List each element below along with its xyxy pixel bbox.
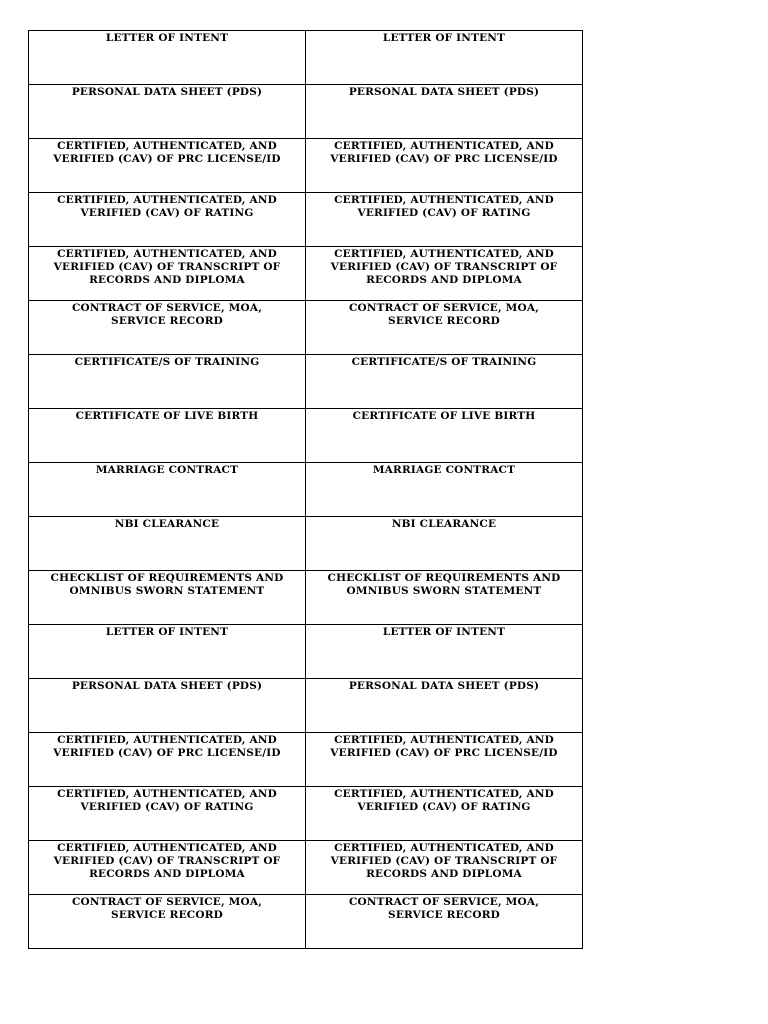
label-text: CONTRACT OF SERVICE, MOA, SERVICE RECORD: [71, 896, 263, 921]
label-text: PERSONAL DATA SHEET (PDS): [71, 680, 263, 692]
label-text: NBI CLEARANCE: [391, 518, 497, 530]
label-text: CERTIFIED, AUTHENTICATED, AND VERIFIED (CAV) OF RATING: [334, 194, 554, 219]
label-text: MARRIAGE CONTRACT: [95, 464, 239, 476]
label-cell-right: [306, 31, 583, 85]
label-text: LETTER OF INTENT: [382, 32, 506, 44]
label-row: [29, 733, 583, 787]
label-cell-left: [29, 139, 306, 193]
label-cell-right: [306, 787, 583, 841]
label-cell-left: [29, 625, 306, 679]
label-row: [29, 355, 583, 409]
label-row: [29, 85, 583, 139]
label-row: [29, 301, 583, 355]
label-cell-left: [29, 517, 306, 571]
label-text: CERTIFICATE/S OF TRAINING: [74, 356, 260, 368]
label-cell-left: [29, 193, 306, 247]
label-cell-right: [306, 571, 583, 625]
label-row: [29, 31, 583, 85]
label-cell-left: [29, 733, 306, 787]
label-text: MARRIAGE CONTRACT: [372, 464, 516, 476]
label-row: [29, 895, 583, 949]
label-text: CERTIFIED, AUTHENTICATED, AND VERIFIED (CAV) OF RATING: [57, 194, 277, 219]
label-text: CERTIFIED, AUTHENTICATED, AND VERIFIED (CAV) OF PRC LICENSE/ID: [330, 140, 558, 165]
label-cell-right: [306, 193, 583, 247]
label-text: CHECKLIST OF REQUIREMENTS AND OMNIBUS SWORN STATEMENT: [50, 572, 284, 597]
label-row: [29, 463, 583, 517]
label-text: CONTRACT OF SERVICE, MOA, SERVICE RECORD: [348, 896, 540, 921]
requirements-label-table: [28, 30, 583, 949]
label-cell-right: [306, 409, 583, 463]
label-row: [29, 193, 583, 247]
label-cell-right: [306, 301, 583, 355]
label-cell-right: [306, 139, 583, 193]
label-text: PERSONAL DATA SHEET (PDS): [71, 86, 263, 98]
label-cell-left: [29, 463, 306, 517]
label-text: LETTER OF INTENT: [105, 626, 229, 638]
label-cell-right: [306, 625, 583, 679]
label-cell-left: [29, 787, 306, 841]
label-cell-left: [29, 679, 306, 733]
label-cell-right: [306, 679, 583, 733]
label-row: [29, 517, 583, 571]
label-cell-right: [306, 895, 583, 949]
label-row: [29, 409, 583, 463]
label-row: [29, 787, 583, 841]
label-text: CONTRACT OF SERVICE, MOA, SERVICE RECORD: [348, 302, 540, 327]
label-text: CERTIFIED, AUTHENTICATED, AND VERIFIED (CAV) OF TRANSCRIPT OF RECORDS AND DIPLOMA: [53, 842, 281, 880]
label-cell-right: [306, 355, 583, 409]
label-cell-left: [29, 301, 306, 355]
label-cell-left: [29, 31, 306, 85]
label-text: CERTIFIED, AUTHENTICATED, AND VERIFIED (CAV) OF TRANSCRIPT OF RECORDS AND DIPLOMA: [330, 248, 558, 286]
label-text: CERTIFICATE OF LIVE BIRTH: [352, 410, 536, 422]
label-cell-right: [306, 247, 583, 301]
label-text: PERSONAL DATA SHEET (PDS): [348, 86, 540, 98]
label-cell-right: [306, 733, 583, 787]
label-row: [29, 841, 583, 895]
label-cell-right: [306, 841, 583, 895]
label-row: [29, 571, 583, 625]
label-cell-right: [306, 85, 583, 139]
label-table-body: [29, 31, 583, 949]
label-cell-left: [29, 841, 306, 895]
label-text: NBI CLEARANCE: [114, 518, 220, 530]
label-text: CERTIFIED, AUTHENTICATED, AND VERIFIED (CAV) OF PRC LICENSE/ID: [53, 734, 281, 759]
label-text: CONTRACT OF SERVICE, MOA, SERVICE RECORD: [71, 302, 263, 327]
label-text: CERTIFIED, AUTHENTICATED, AND VERIFIED (CAV) OF RATING: [57, 788, 277, 813]
label-text: CERTIFIED, AUTHENTICATED, AND VERIFIED (CAV) OF PRC LICENSE/ID: [330, 734, 558, 759]
label-text: CERTIFIED, AUTHENTICATED, AND VERIFIED (CAV) OF TRANSCRIPT OF RECORDS AND DIPLOMA: [53, 248, 281, 286]
label-cell-left: [29, 895, 306, 949]
label-text: LETTER OF INTENT: [105, 32, 229, 44]
label-text: CERTIFIED, AUTHENTICATED, AND VERIFIED (CAV) OF RATING: [334, 788, 554, 813]
label-row: [29, 247, 583, 301]
label-cell-right: [306, 463, 583, 517]
label-text: CERTIFICATE OF LIVE BIRTH: [75, 410, 259, 422]
label-text: CERTIFIED, AUTHENTICATED, AND VERIFIED (CAV) OF PRC LICENSE/ID: [53, 140, 281, 165]
label-cell-left: [29, 247, 306, 301]
label-text: CERTIFICATE/S OF TRAINING: [351, 356, 537, 368]
label-cell-left: [29, 355, 306, 409]
label-text: PERSONAL DATA SHEET (PDS): [348, 680, 540, 692]
label-text: CERTIFIED, AUTHENTICATED, AND VERIFIED (CAV) OF TRANSCRIPT OF RECORDS AND DIPLOMA: [330, 842, 558, 880]
label-cell-left: [29, 85, 306, 139]
label-cell-left: [29, 571, 306, 625]
label-row: [29, 625, 583, 679]
label-text: CHECKLIST OF REQUIREMENTS AND OMNIBUS SWORN STATEMENT: [327, 572, 561, 597]
label-cell-left: [29, 409, 306, 463]
label-cell-right: [306, 517, 583, 571]
label-text: LETTER OF INTENT: [382, 626, 506, 638]
label-row: [29, 139, 583, 193]
label-row: [29, 679, 583, 733]
